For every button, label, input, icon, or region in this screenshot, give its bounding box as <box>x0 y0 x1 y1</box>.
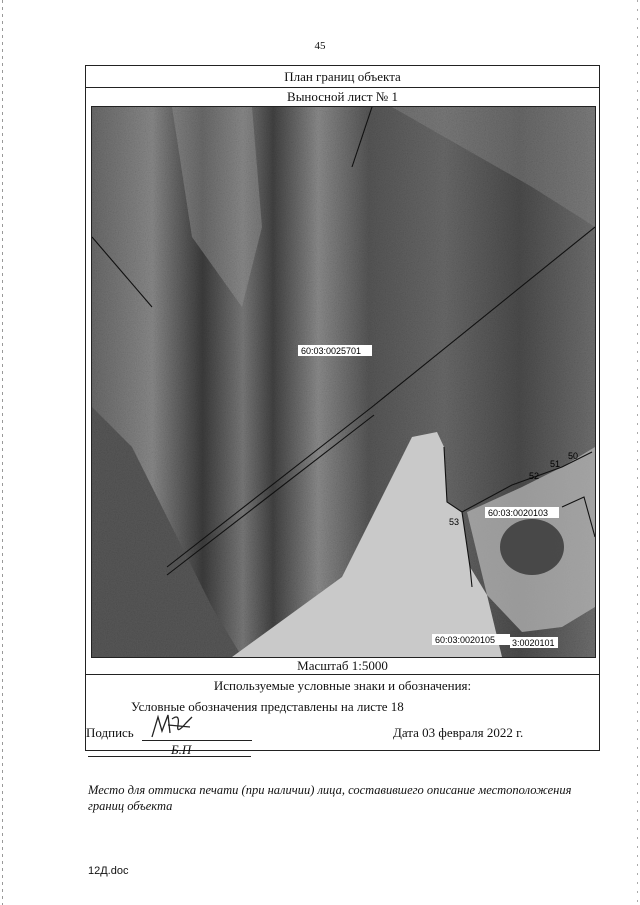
signature-label: Подпись <box>86 725 134 740</box>
date: Дата 03 февраля 2022 г. <box>393 725 524 740</box>
scan-edge-right <box>637 0 638 905</box>
parcel-label-4 <box>510 637 558 648</box>
page-number: 45 <box>314 40 326 52</box>
svg-text:51: 51 <box>550 459 561 469</box>
svg-text:3:0020101: 3:0020101 <box>512 638 555 648</box>
file-name: 12Д.doc <box>88 865 129 877</box>
handwritten-signature <box>148 711 198 741</box>
seal-place-note: Место для оттиска печати (при наличии) лица, составившего описание местоположения границ объекта <box>88 783 572 813</box>
plan-subtitle: Выносной лист № 1 <box>287 89 398 104</box>
parcel-label-2 <box>485 507 559 518</box>
tree-cluster <box>500 519 564 575</box>
svg-text:50: 50 <box>568 451 579 461</box>
svg-text:60:03:0020103: 60:03:0020103 <box>488 508 549 518</box>
parcel-label-1 <box>298 345 372 356</box>
satellite-map[interactable] <box>91 106 596 658</box>
initials: Б.П <box>171 742 192 757</box>
svg-text:60:03:0025701: 60:03:0025701 <box>301 346 362 356</box>
legend-note: Условные обозначения представлены на листе 18 <box>131 699 404 714</box>
boundary-plan-sheet <box>85 65 600 813</box>
plan-title: План границ объекта <box>86 66 599 88</box>
legend-heading: Используемые условные знаки и обозначения: <box>213 678 472 693</box>
scan-edge-left <box>2 0 3 905</box>
map-canvas <box>92 107 595 657</box>
svg-text:60:03:0020105: 60:03:0020105 <box>435 635 496 645</box>
parcel-label-3 <box>432 634 510 645</box>
map-scale: Масштаб 1:5000 <box>86 657 599 675</box>
svg-text:52: 52 <box>529 471 540 481</box>
svg-text:53: 53 <box>449 517 460 527</box>
initials-line <box>88 756 251 757</box>
